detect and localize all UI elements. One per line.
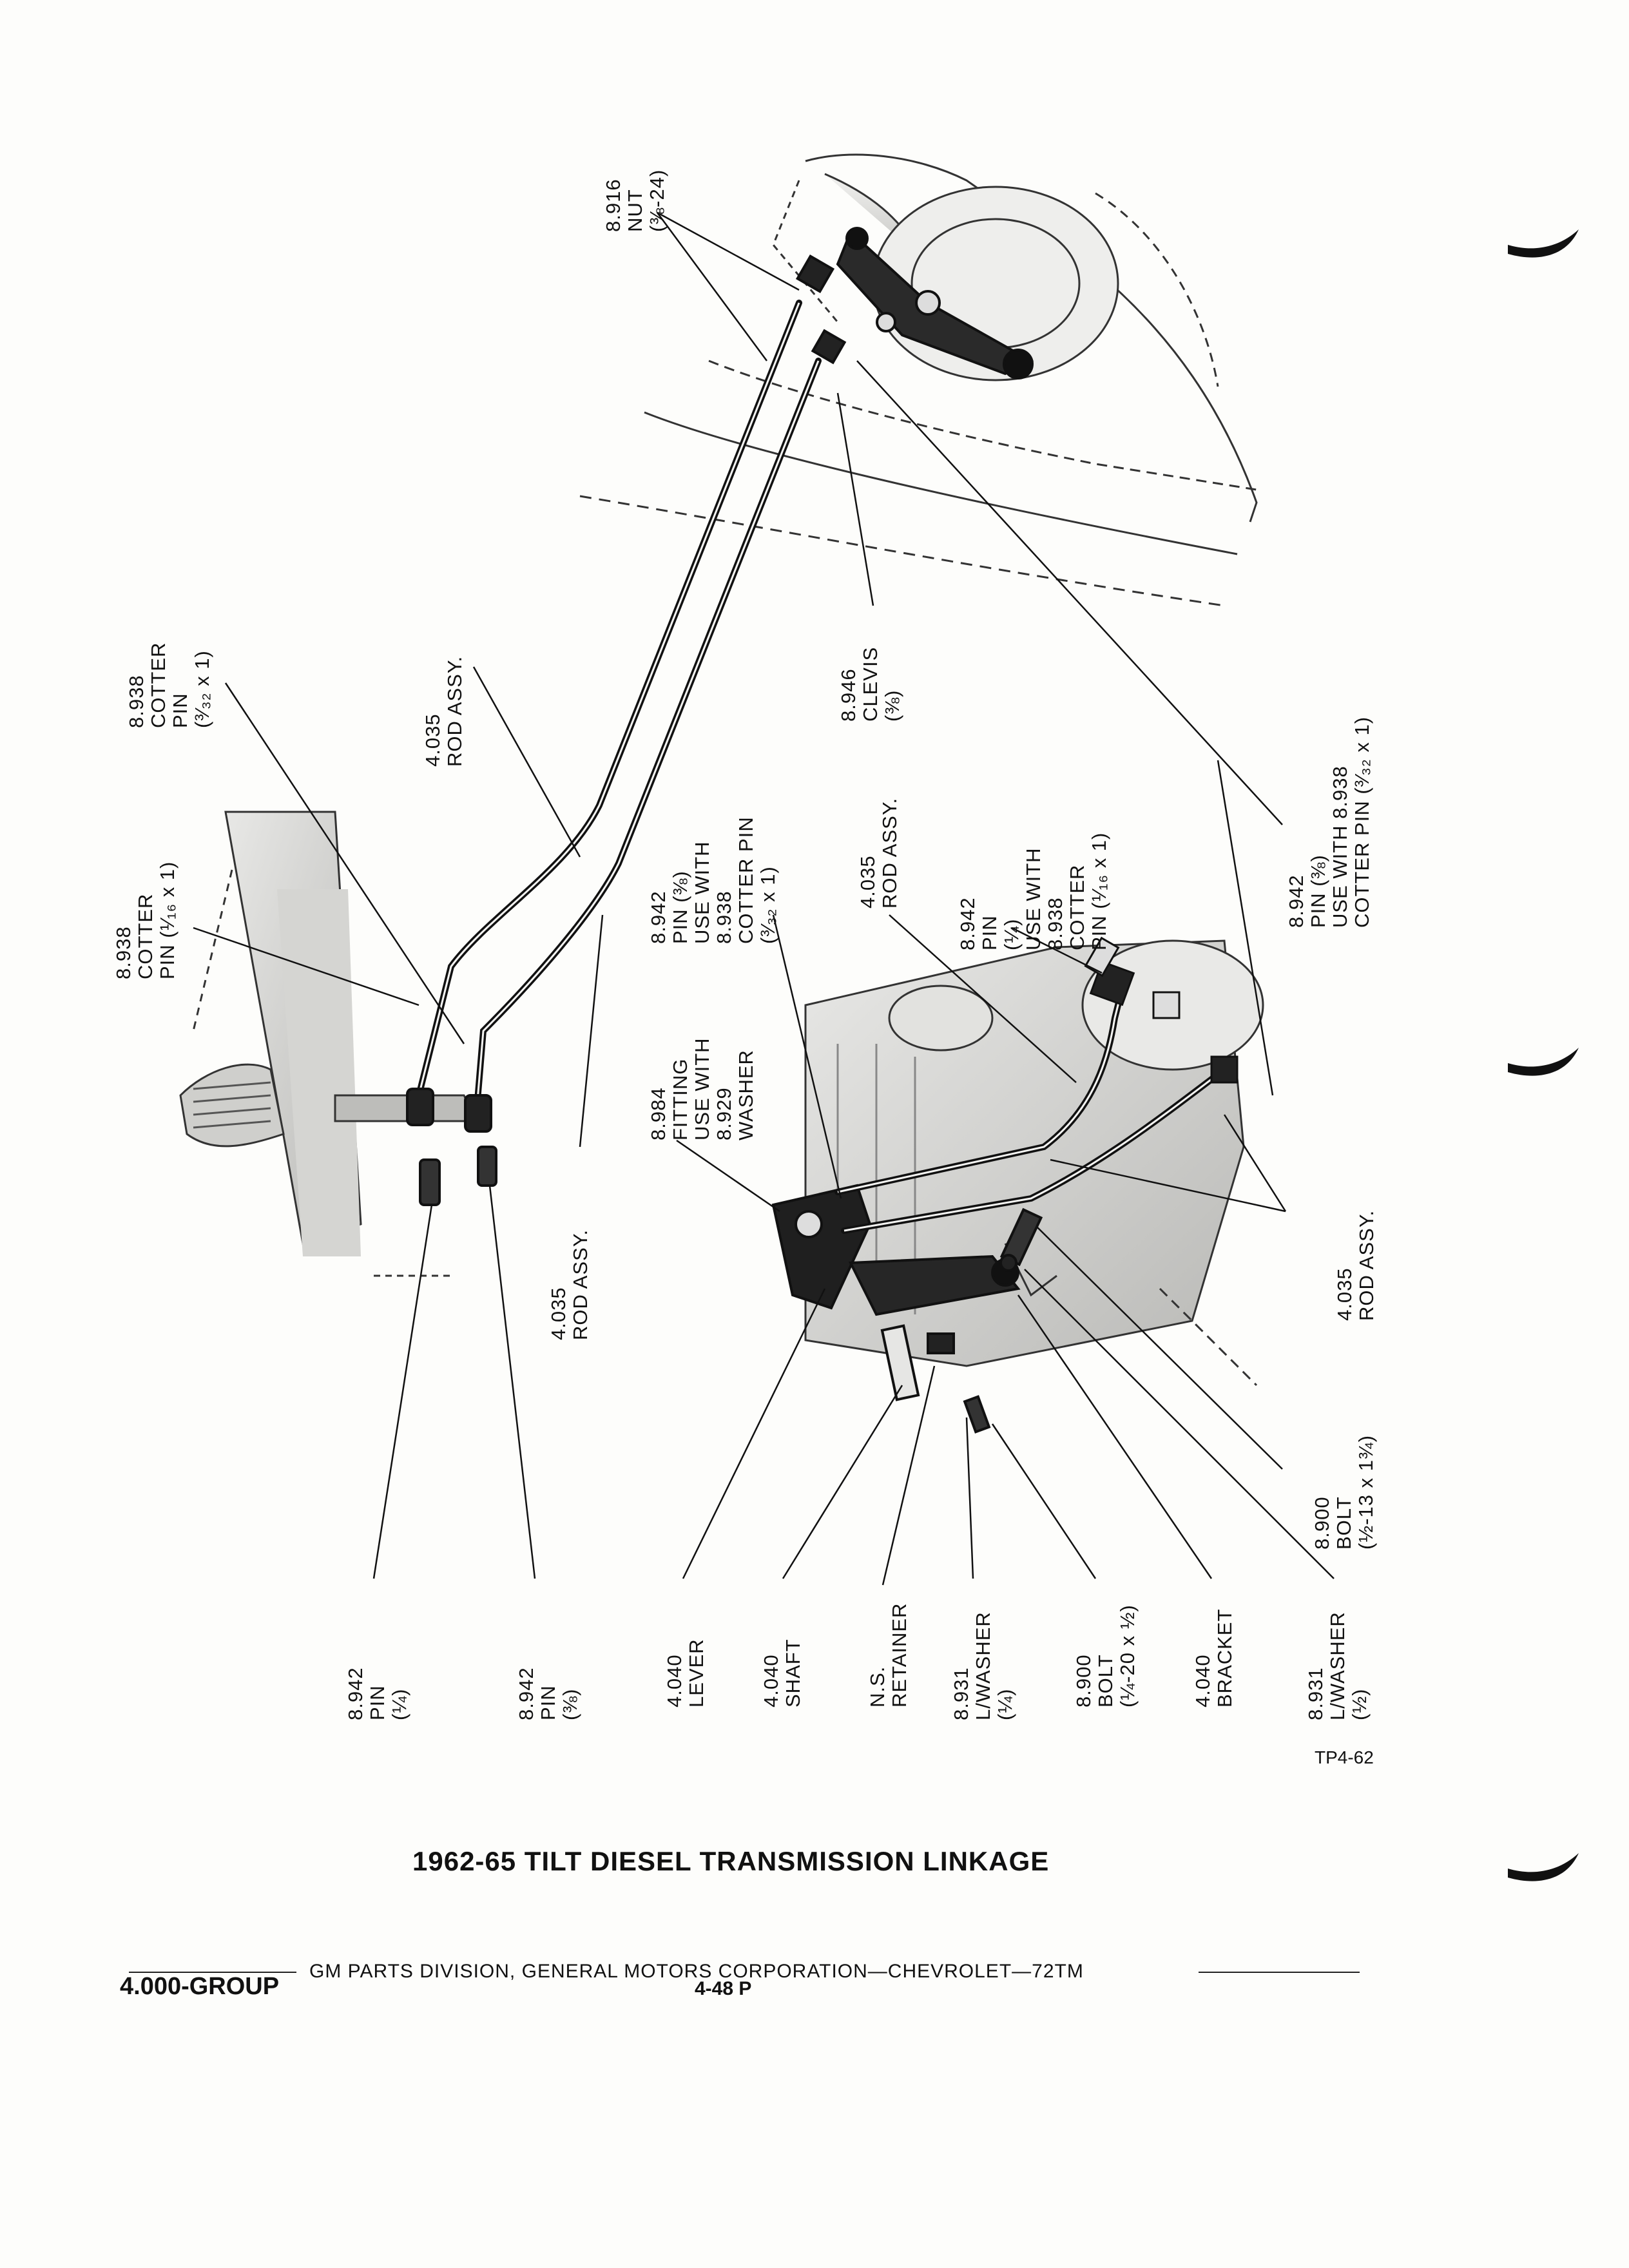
callout-pin-38: 8.942 PIN (⅜) <box>515 1667 581 1720</box>
binder-marks <box>1508 229 1579 1881</box>
callout-lwasher-14: 8.931 L/WASHER (¼) <box>950 1611 1016 1720</box>
footer-rule-right <box>1199 1972 1360 1973</box>
callout-clevis: 8.946 CLEVIS (⅜) <box>837 646 903 722</box>
callout-bolt-12: 8.900 BOLT (½-13 x 1¾) <box>1311 1434 1377 1550</box>
callout-retainer: N.S. RETAINER <box>866 1602 911 1707</box>
figure-reference: TP4-62 <box>1315 1747 1374 1767</box>
upper-rod-pair <box>419 303 818 1108</box>
callout-bolt-14: 8.900 BOLT (¼-20 x ½) <box>1072 1604 1139 1707</box>
figure-caption: 1962-65 TILT DIESEL TRANSMISSION LINKAGE <box>412 1846 1050 1876</box>
callout-cotter-pin-upper: 8.938 COTTER PIN (³⁄₃₂ x 1) <box>125 642 213 728</box>
callout-cotter-pin-116: 8.938 COTTER PIN (¹⁄₁₆ x 1) <box>112 861 178 979</box>
callout-pin-38-mid: 8.942 PIN (⅜) USE WITH 8.938 COTTER PIN (³⁄₃₂ x 1) <box>647 816 779 944</box>
group-number: 4.000-GROUP <box>120 1973 280 2000</box>
callout-lever: 4.040 LEVER <box>663 1639 708 1707</box>
callout-pin-38-right: 8.942 PIN (⅜) USE WITH 8.938 COTTER PIN (³⁄₃₂ x 1) <box>1285 716 1373 928</box>
callout-rod-assy-upper: 4.035 ROD ASSY. <box>421 655 466 767</box>
callout-nut: 8.916 NUT (⅜-24) <box>602 169 668 232</box>
callout-rod-assy-mid: 4.035 ROD ASSY. <box>856 797 901 908</box>
callout-pin-14-upper: 8.942 PIN (¼) USE WITH 8.938 COTTER PIN (¹⁄₁₆ x 1) <box>956 832 1110 950</box>
callout-pin-14: 8.942 PIN (¼) <box>344 1667 410 1720</box>
upper-transmission-housing <box>580 155 1257 606</box>
callout-shaft: 4.040 SHAFT <box>760 1639 804 1707</box>
callout-rod-assy-left: 4.035 ROD ASSY. <box>547 1229 592 1340</box>
page-number: 4-48 P <box>695 1978 752 1999</box>
callout-bracket: 4.040 BRACKET <box>1191 1608 1236 1707</box>
callout-lwasher-12: 8.931 L/WASHER (½) <box>1304 1611 1371 1720</box>
callout-fitting: 8.984 FITTING USE WITH 8.929 WASHER <box>647 1037 757 1140</box>
callout-rod-assy-right: 4.035 ROD ASSY. <box>1333 1209 1378 1321</box>
footer-division: GM PARTS DIVISION, GENERAL MOTORS CORPORATION—CHEVROLET—72TM <box>309 1961 1084 1982</box>
